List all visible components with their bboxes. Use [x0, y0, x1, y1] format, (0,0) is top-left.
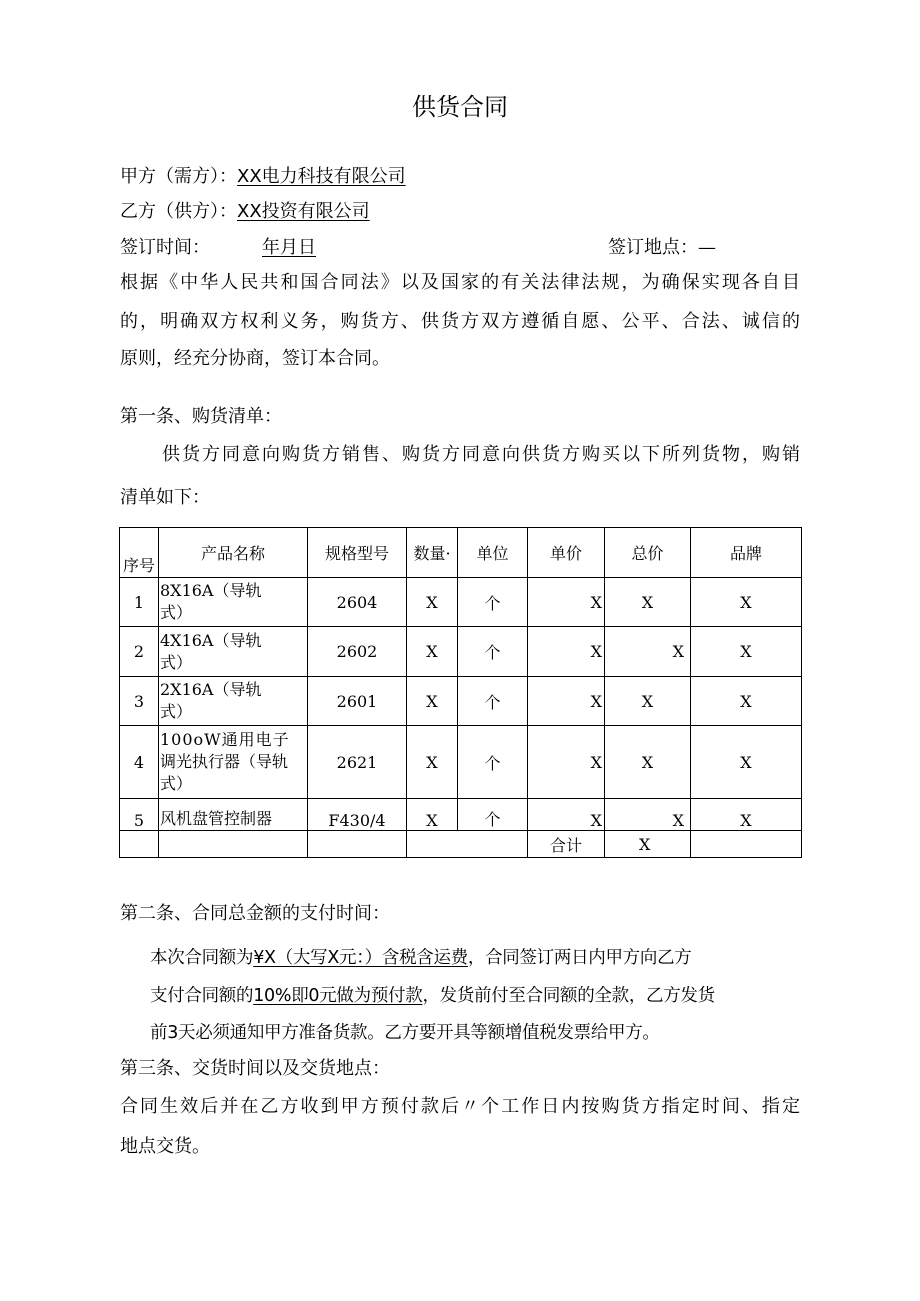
cell-total: X [605, 677, 691, 726]
cell-seq: 2 [120, 627, 159, 677]
total-label: 合计 [528, 831, 605, 858]
header-model: 规格型号 [308, 528, 407, 578]
article2-heading: 第二条、合同总金额的支付时间： [120, 903, 390, 924]
article3-line-2: 地点交货。 [120, 1136, 210, 1157]
total-value: X [605, 831, 691, 858]
article2-line-1 [150, 946, 691, 970]
cell-model: 2602 [308, 627, 407, 677]
page-title: 供货合同 [412, 93, 508, 121]
article2-line2-post: ，发货前付至合同额的全款，乙方发货 [422, 986, 715, 1006]
preamble-line-2: 的，明确双方权利义务，购货方、供货方双方遵循自愿、公平、合法、诚信的 [120, 311, 800, 332]
cell-name-line: 调光执行器（导轨 [160, 752, 289, 771]
cell-price: X [528, 726, 605, 799]
cell-name [159, 677, 308, 726]
cell-brand: X [691, 627, 802, 677]
cell-total: X [605, 799, 691, 831]
cell-seq: 5 [120, 799, 159, 831]
cell-name-line: 式） [160, 774, 193, 793]
article2-line-2 [150, 984, 715, 1008]
cell-total: X [605, 726, 691, 799]
party-b-line [120, 200, 370, 224]
cell-qty: X [407, 677, 458, 726]
article1-heading: 第一条、购货清单： [120, 406, 282, 427]
cell-empty [407, 831, 528, 858]
header-brand: 品牌 [691, 528, 802, 578]
cell-name [159, 799, 308, 831]
cell-empty [120, 831, 159, 858]
cell-unit: 个 [458, 677, 528, 726]
table-row [120, 627, 802, 677]
cell-seq: 3 [120, 677, 159, 726]
preamble-line-1: 根据《中华人民共和国合同法》以及国家的有关法律法规，为确保实现各自目 [120, 272, 800, 293]
cell-model: F430/4 [308, 799, 407, 831]
table-row [120, 677, 802, 726]
header-price: 单价 [528, 528, 605, 578]
cell-brand: X [691, 726, 802, 799]
cell-total: X [605, 578, 691, 627]
cell-price: X [528, 627, 605, 677]
cell-name [159, 578, 308, 627]
cell-name-line: 风机盘管控制器 [160, 809, 273, 828]
party-b-label: 乙方（供方）： [120, 201, 237, 222]
article2-line1-post: ，合同签订两日内甲方向乙方 [467, 948, 692, 968]
header-unit: 单位 [458, 528, 528, 578]
cell-qty: X [407, 578, 458, 627]
cell-model: 2601 [308, 677, 407, 726]
cell-price: X [528, 799, 605, 831]
cell-name-line: 2X16A（导轨 [160, 680, 262, 699]
cell-seq: 1 [120, 578, 159, 627]
cell-qty: X [407, 726, 458, 799]
article3-line-1: 合同生效后并在乙方收到甲方预付款后〃个工作日内按购货方指定时间、指定 [120, 1096, 800, 1117]
article1-line-2: 清单如下： [120, 487, 210, 508]
header-name: 产品名称 [159, 528, 308, 578]
header-seq: 序号 [120, 528, 159, 578]
cell-name-line: 式） [160, 702, 193, 721]
preamble-line-3: 原则，经充分协商，签订本合同。 [120, 348, 390, 369]
table-total-row [120, 831, 802, 858]
cell-name [159, 627, 308, 677]
cell-name-line: 100oW通用电子 [160, 730, 290, 749]
sign-time-label: 签订时间： [120, 237, 210, 258]
article2-line2-pre: 支付合同额的 [150, 986, 254, 1006]
header-total: 总价 [605, 528, 691, 578]
cell-qty: X [407, 799, 458, 831]
table-header-row [120, 528, 802, 578]
article3-heading: 第三条、交货时间以及交货地点： [120, 1058, 390, 1079]
cell-qty: X [407, 627, 458, 677]
sign-date: 年月日 [262, 237, 316, 258]
cell-brand: X [691, 799, 802, 831]
cell-unit: 个 [458, 799, 528, 831]
cell-name-line: 式） [160, 652, 193, 672]
party-a-label: 甲方（需方）： [120, 166, 237, 187]
cell-name-line: 8X16A（导轨 [160, 581, 262, 600]
table-row [120, 578, 802, 627]
cell-name-line: 4X16A（导轨 [160, 630, 262, 650]
cell-unit: 个 [458, 726, 528, 799]
article2-line1-pre: 本次合同额为 [150, 948, 254, 968]
goods-table [119, 527, 802, 858]
party-b-name: XX投资有限公司 [237, 201, 370, 222]
cell-model: 2621 [308, 726, 407, 799]
cell-price: X [528, 677, 605, 726]
cell-empty [691, 831, 802, 858]
cell-total: X [605, 627, 691, 677]
article2-line-3: 前3天必须通知甲方准备货款。乙方要开具等额增值税发票给甲方。 [150, 1023, 660, 1043]
sign-place-label: 签订地点：— [608, 237, 716, 258]
cell-name [159, 726, 308, 799]
cell-name-line: 式） [160, 603, 193, 622]
table-row [120, 799, 802, 831]
cell-seq: 4 [120, 726, 159, 799]
cell-brand: X [691, 677, 802, 726]
cell-model: 2604 [308, 578, 407, 627]
article2-prepayment: 10%即0元做为预付款 [253, 986, 423, 1006]
cell-unit: 个 [458, 627, 528, 677]
cell-unit: 个 [458, 578, 528, 627]
table-row [120, 726, 802, 799]
cell-empty [308, 831, 407, 858]
party-a-name: XX电力科技有限公司 [237, 166, 406, 187]
cell-price: X [528, 578, 605, 627]
article1-line-1: 供货方同意向购货方销售、购货方同意向供货方购买以下所列货物，购销 [162, 444, 800, 465]
party-a-line [120, 165, 406, 189]
cell-brand: X [691, 578, 802, 627]
cell-empty [159, 831, 308, 858]
header-qty: 数量· [407, 528, 458, 578]
article2-amount: ¥X（大写X元：）含税含运费 [253, 948, 468, 968]
